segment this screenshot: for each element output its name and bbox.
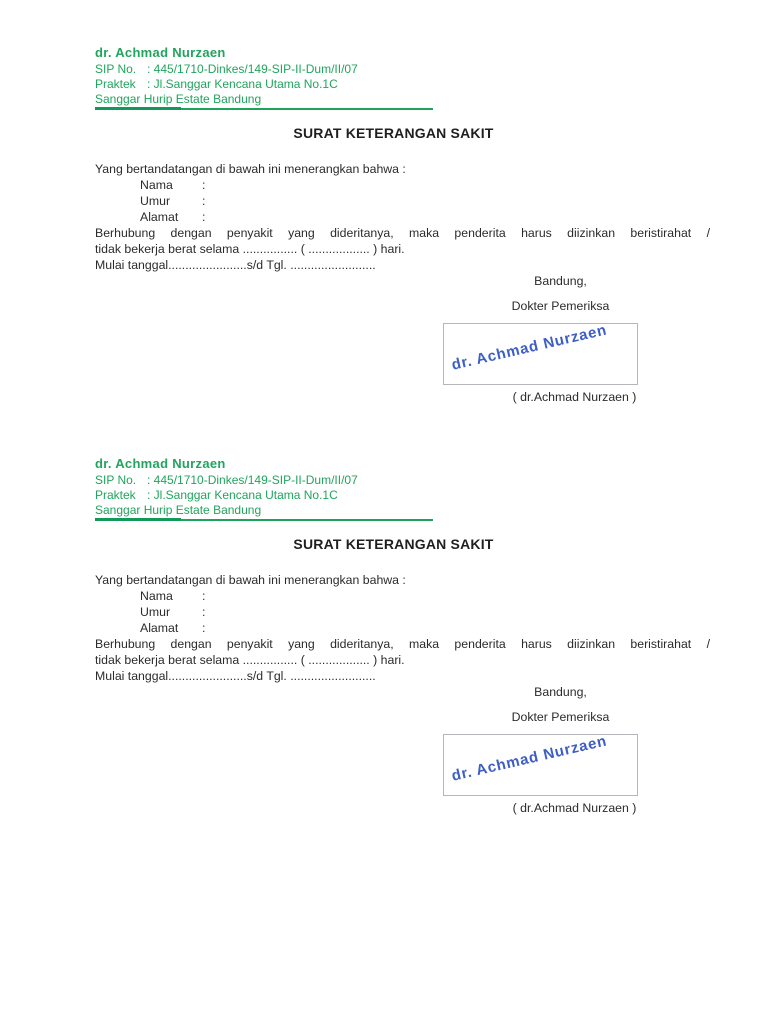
paragraph-line-2: tidak bekerja berat selama ................ ( .................. ) hari. — [95, 653, 405, 667]
field-colon: : — [202, 621, 206, 635]
signature-text: dr. Achmad Nurzaen — [449, 732, 609, 785]
signed-name-caption: ( dr.Achmad Nurzaen ) — [512, 801, 637, 815]
doctor-name: dr. Achmad Nurzaen — [95, 45, 226, 60]
field-label-nama: Nama — [140, 178, 173, 192]
body-block — [95, 161, 710, 273]
field-label-umur: Umur — [140, 605, 171, 619]
letterhead — [95, 456, 710, 521]
sign-examiner: Dokter Pemeriksa — [511, 299, 610, 313]
field-colon: : — [202, 194, 206, 208]
praktek-value: : Jl.Sanggar Kencana Utama No.1C — [147, 77, 338, 91]
letterhead-rule — [95, 519, 433, 521]
field-label-umur: Umur — [140, 194, 171, 208]
field-label-alamat: Alamat — [140, 210, 179, 224]
field-colon: : — [202, 605, 206, 619]
body-block — [95, 572, 710, 684]
sip-value: : 445/1710-Dinkes/149-SIP-II-Dum/II/07 — [147, 473, 358, 487]
sip-value: : 445/1710-Dinkes/149-SIP-II-Dum/II/07 — [147, 62, 358, 76]
document-title: SURAT KETERANGAN SAKIT — [293, 125, 494, 141]
paragraph-line-1: Berhubung dengan penyakit yang dideritanya, maka penderita harus diizinkan beristirahat / — [95, 226, 710, 240]
signature-text: dr. Achmad Nurzaen — [449, 321, 609, 374]
field-label-alamat: Alamat — [140, 621, 179, 635]
praktek-label: Praktek — [95, 77, 136, 91]
sign-city: Bandung, — [534, 274, 587, 288]
field-row-umur — [95, 193, 710, 209]
field-label-nama: Nama — [140, 589, 173, 603]
sign-city: Bandung, — [534, 685, 587, 699]
paragraph-line-1: Berhubung dengan penyakit yang dideritanya, maka penderita harus diizinkan beristirahat / — [95, 637, 710, 651]
sip-row — [95, 62, 710, 77]
signature-box — [443, 734, 638, 796]
paragraph-line-3: Mulai tanggal.......................s/d Tgl. ......................... — [95, 669, 376, 683]
praktek-label: Praktek — [95, 488, 136, 502]
field-row-alamat — [95, 620, 710, 636]
document-title: SURAT KETERANGAN SAKIT — [293, 536, 494, 552]
praktek-row — [95, 488, 710, 503]
praktek-value: : Jl.Sanggar Kencana Utama No.1C — [147, 488, 338, 502]
sign-block — [443, 273, 678, 405]
intro-line: Yang bertandatangan di bawah ini menerangkan bahwa : — [95, 573, 406, 587]
field-colon: : — [202, 589, 206, 603]
letterhead-rule — [95, 108, 433, 110]
sign-block — [443, 684, 678, 816]
signed-name-caption: ( dr.Achmad Nurzaen ) — [512, 390, 637, 404]
intro-line: Yang bertandatangan di bawah ini menerangkan bahwa : — [95, 162, 406, 176]
field-row-nama — [95, 588, 710, 604]
paragraph-line-2: tidak bekerja berat selama ................ ( .................. ) hari. — [95, 242, 405, 256]
praktek-row — [95, 77, 710, 92]
field-colon: : — [202, 210, 206, 224]
sign-examiner: Dokter Pemeriksa — [511, 710, 610, 724]
address-line: Sanggar Hurip Estate Bandung — [95, 503, 262, 517]
paragraph-line-3: Mulai tanggal.......................s/d Tgl. ......................... — [95, 258, 376, 272]
field-row-umur — [95, 604, 710, 620]
field-row-nama — [95, 177, 710, 193]
certificate-copy — [95, 456, 710, 816]
address-line: Sanggar Hurip Estate Bandung — [95, 92, 262, 106]
doctor-name: dr. Achmad Nurzaen — [95, 456, 226, 471]
sip-label: SIP No. — [95, 62, 137, 76]
sip-label: SIP No. — [95, 473, 137, 487]
field-row-alamat — [95, 209, 710, 225]
sip-row — [95, 473, 710, 488]
letterhead — [95, 45, 710, 110]
certificate-copy — [95, 45, 710, 405]
signature-box — [443, 323, 638, 385]
field-colon: : — [202, 178, 206, 192]
